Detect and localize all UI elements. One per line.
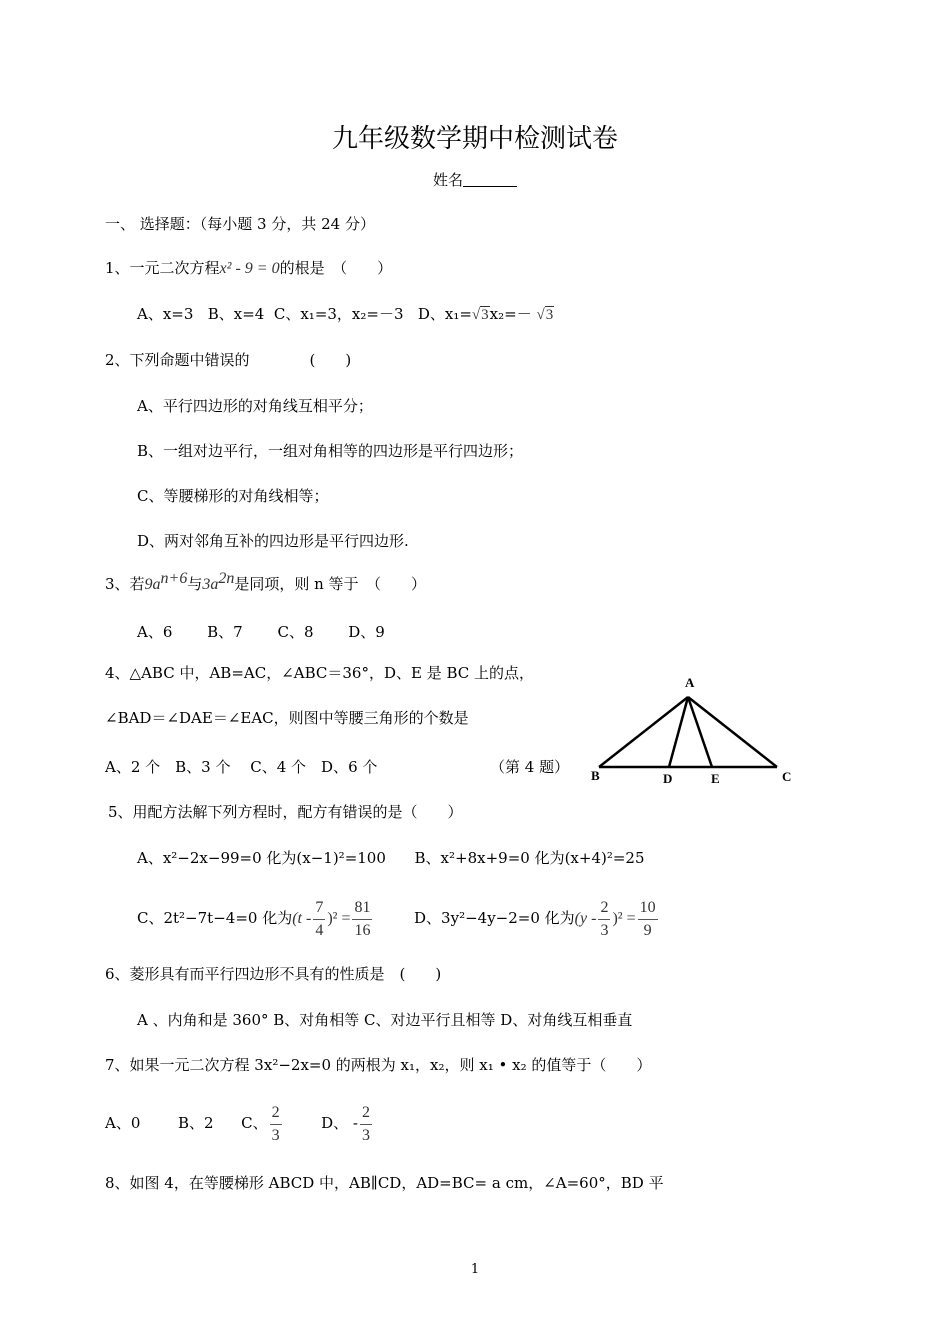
q5-c-mid: )² = xyxy=(327,910,351,927)
segment-ab xyxy=(599,697,688,767)
q2-answer-paren: ( ) xyxy=(309,351,352,369)
q1-suffix: 的根是 （ ） xyxy=(279,259,393,277)
q7-options xyxy=(105,1101,374,1145)
q3-term1-exp: n+6 xyxy=(160,570,188,587)
q3-options[interactable]: A、6 B、7 C、8 D、9 xyxy=(137,623,385,641)
q5-c-den: 4 xyxy=(315,921,324,939)
label-e: E xyxy=(711,771,720,786)
q5-c-num: 7 xyxy=(313,897,325,920)
q5-d-frac xyxy=(598,897,610,942)
q3-term1: 9a xyxy=(144,576,161,593)
question-6-stem: 6、菱形具有而平行四边形不具有的性质是 ( ) xyxy=(105,965,442,983)
q5-c-rhs xyxy=(352,897,372,942)
q2-option-c[interactable]: C、等腰梯形的对角线相等； xyxy=(137,487,329,505)
q7-option-b[interactable]: B、2 xyxy=(177,1114,214,1132)
q7-c-num: 2 xyxy=(270,1102,282,1125)
q7-d-prefix: D、 - xyxy=(321,1114,359,1132)
q7-d-num: 2 xyxy=(360,1102,372,1125)
radicand-b: 3 xyxy=(545,307,554,323)
q1-option-c[interactable]: C、x₁=3，x₂=－3 xyxy=(273,305,404,323)
q5-d-mid: )² = xyxy=(612,910,636,927)
q1-option-b[interactable]: B、x=4 xyxy=(207,305,265,323)
q3-term2: 3a xyxy=(202,576,219,593)
q7-c-den: 3 xyxy=(271,1126,280,1144)
question-1-options xyxy=(137,304,554,325)
q5-d-prefix: D、3y²−4y−2=0 化为 xyxy=(414,909,575,927)
q2-option-b[interactable]: B、一组对边平行，一组对角相等的四边形是平行四边形； xyxy=(137,442,524,460)
sqrt-3: √3 xyxy=(471,307,489,323)
q3-suffix: 是同项，则 n 等于 （ ） xyxy=(234,575,427,593)
question-1-stem xyxy=(105,258,392,279)
q5-c-rhs-num: 81 xyxy=(352,897,372,920)
radicand: 3 xyxy=(481,307,489,323)
name-field xyxy=(0,169,950,190)
q1-equation: x² - 9 = 0 xyxy=(219,260,280,277)
question-8-stem: 8、如图 4，在等腰梯形 ABCD 中，AB∥CD，AD=BC= a cm，∠A=60°，BD 平 xyxy=(105,1174,664,1192)
question-4-line2: ∠BAD＝∠DAE＝∠EAC，则图中等腰三角形的个数是 xyxy=(105,709,469,727)
question-4-line1: 4、△ABC 中，AB=AC，∠ABC＝36°，D、E 是 BC 上的点， xyxy=(105,664,535,682)
q7-c-frac xyxy=(270,1102,282,1147)
label-a: A xyxy=(685,675,695,690)
label-b: B xyxy=(591,768,600,783)
q5-options-ab xyxy=(137,848,645,868)
triangle-figure xyxy=(585,670,800,790)
page-title: 九年级数学期中检测试卷 xyxy=(331,124,618,154)
page-number: 1 xyxy=(470,1262,480,1277)
q5-option-d[interactable] xyxy=(414,898,660,939)
q7-c-prefix: C、 xyxy=(241,1114,268,1132)
q7-d-den: 3 xyxy=(362,1126,371,1144)
name-blank[interactable] xyxy=(463,170,517,187)
q6-options[interactable]: A 、内角和是 360° B、对角相等 C、对边平行且相等 D、对角线互相垂直 xyxy=(137,1011,633,1029)
question-7-stem: 7、如果一元二次方程 3x²−2x=0 的两根为 x₁，x₂，则 x₁ • x₂ 的值等于（ ） xyxy=(105,1056,652,1074)
q2-option-d[interactable]: D、两对邻角互补的四边形是平行四边形. xyxy=(137,532,409,550)
q2-stem-text: 2、下列命题中错误的 xyxy=(105,351,250,369)
q5-d-rhs-den: 9 xyxy=(643,921,652,939)
q1-d-mid: x₂=－ xyxy=(489,305,532,323)
q3-term2-exp: 2n xyxy=(218,570,235,587)
q4-figure-caption: （第 4 题） xyxy=(490,758,570,776)
q4-options[interactable]: A、2 个 B、3 个 C、4 个 D、6 个 xyxy=(105,758,378,776)
label-d: D xyxy=(663,771,673,786)
q3-prefix: 3、若 xyxy=(105,575,145,593)
question-2-stem xyxy=(105,350,351,370)
sqrt-3-b: √3 xyxy=(536,307,554,323)
q1-d-prefix: D、x₁= xyxy=(417,305,472,323)
q5-d-left: (y - xyxy=(574,910,597,927)
q5-d-den: 3 xyxy=(600,921,609,939)
q1-option-a[interactable]: A、x=3 xyxy=(137,305,194,323)
q5-d-rhs-num: 10 xyxy=(638,897,658,920)
q3-conj: 与 xyxy=(187,575,203,593)
q1-option-d[interactable] xyxy=(418,305,554,323)
q5-c-frac xyxy=(313,897,325,942)
segment-ac xyxy=(688,697,777,767)
q5-option-c[interactable] xyxy=(137,898,374,939)
name-label: 姓名 xyxy=(432,171,463,189)
q5-d-rhs xyxy=(638,897,658,942)
q5-c-rhs-den: 16 xyxy=(354,921,371,939)
section-heading: 一、 选择题：（每小题 3 分，共 24 分） xyxy=(105,215,375,233)
q5-option-b[interactable]: B、x²+8x+9=0 化为(x+4)²=25 xyxy=(414,849,645,867)
q1-prefix: 1、一元二次方程 xyxy=(105,259,220,277)
q7-option-c[interactable] xyxy=(241,1103,283,1144)
q5-d-num: 2 xyxy=(598,897,610,920)
q5-option-a[interactable]: A、x²−2x−99=0 化为(x−1)²=100 xyxy=(137,849,386,867)
q5-c-prefix: C、2t²−7t−4=0 化为 xyxy=(137,909,293,927)
q2-option-a[interactable]: A、平行四边形的对角线互相平分； xyxy=(137,397,373,415)
segment-ad xyxy=(669,697,688,767)
q7-d-frac xyxy=(360,1102,372,1147)
q5-options-cd xyxy=(137,896,660,940)
q7-option-d[interactable] xyxy=(321,1103,374,1144)
q5-c-left: (t - xyxy=(292,910,312,927)
label-c: C xyxy=(782,769,792,784)
question-5-stem: 5、用配方法解下列方程时，配方有错误的是（ ） xyxy=(108,803,463,821)
q7-option-a[interactable]: A、0 xyxy=(105,1114,141,1132)
question-3-stem xyxy=(105,570,427,595)
